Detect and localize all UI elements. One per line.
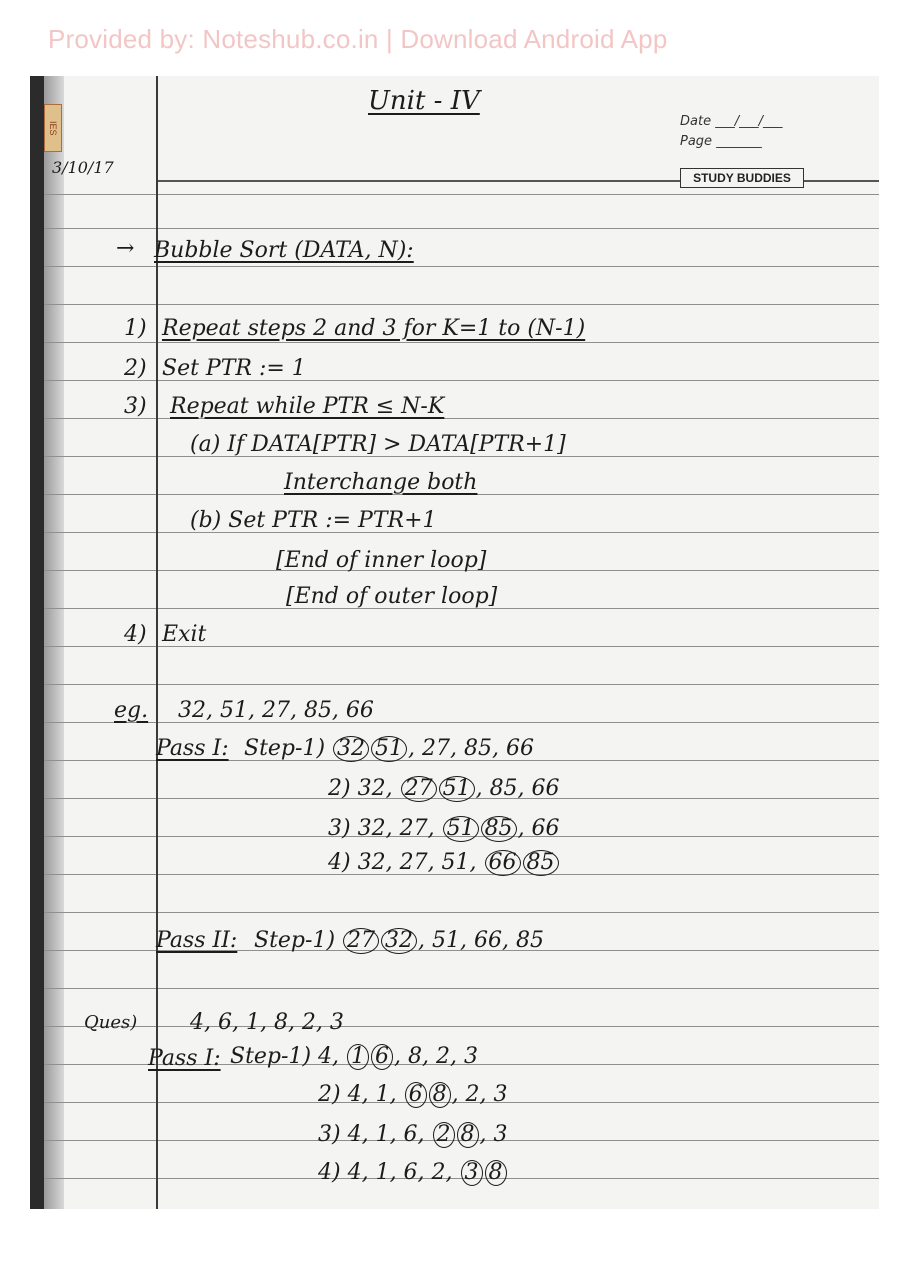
row-number: 3) [328, 816, 351, 841]
example-list: 32, 51, 27, 85, 66 [178, 698, 374, 723]
date-page-fields [680, 114, 782, 154]
circled-number: 51 [443, 816, 479, 842]
step-text: [End of inner loop] [276, 548, 487, 573]
row-rest: , 51, 66, 85 [418, 928, 544, 953]
step-text: Exit [162, 622, 207, 647]
pass-row [328, 816, 560, 842]
step-number: 3) [124, 394, 147, 419]
circled-number: 8 [429, 1082, 451, 1108]
pass-row [244, 736, 534, 762]
pass-label: Pass II: [156, 928, 238, 953]
date-field: Date ___/___/___ [680, 114, 783, 129]
circled-number: 6 [405, 1082, 427, 1108]
row-prefix: 4, 1, 6, [347, 1122, 432, 1147]
brand-stamp: STUDY BUDDIES [680, 168, 804, 188]
written-date: 3/10/17 [52, 158, 114, 177]
circled-number: 85 [523, 850, 559, 876]
step-number: 1) [124, 316, 147, 341]
row-rest: , 66 [517, 816, 560, 841]
step-label: Step-1) [254, 928, 336, 953]
step-label: Step-1) [230, 1044, 312, 1069]
pass-label: Pass I: [148, 1046, 221, 1071]
step-text: [End of outer loop] [286, 584, 498, 609]
step-text: Interchange both [284, 470, 478, 495]
row-prefix: 4, 1, 6, 2, [347, 1160, 460, 1185]
question-label: Ques) [84, 1012, 138, 1033]
circled-number: 32 [333, 736, 369, 762]
circled-number: 6 [371, 1044, 393, 1070]
circled-number: 2 [433, 1122, 455, 1148]
tab-label: IES [44, 104, 62, 152]
notebook-page [44, 76, 879, 1209]
question-list: 4, 6, 1, 8, 2, 3 [190, 1010, 344, 1035]
row-rest: , 8, 2, 3 [394, 1044, 478, 1069]
page-title: Unit - IV [368, 86, 480, 116]
circled-number: 27 [401, 776, 437, 802]
row-number: 2) [328, 776, 351, 801]
step-number: 4) [124, 622, 147, 647]
step-text: Repeat while PTR ≤ N-K [170, 394, 445, 419]
notebook-spine [44, 76, 64, 1209]
algorithm-heading: Bubble Sort (DATA, N): [154, 238, 414, 263]
page-field: Page _______ [680, 134, 762, 149]
row-rest: , 85, 66 [475, 776, 560, 801]
watermark-text: Provided by: Noteshub.co.in | Download Android App [48, 24, 668, 54]
step-label: Step-1) [244, 736, 326, 761]
step-text: Repeat steps 2 and 3 for K=1 to (N-1) [162, 316, 586, 341]
row-rest: , 2, 3 [451, 1082, 508, 1107]
circled-number: 32 [381, 928, 417, 954]
step-text: (a) If DATA[PTR] > DATA[PTR+1] [190, 432, 566, 457]
circled-number: 66 [485, 850, 521, 876]
row-number: 4) [318, 1160, 341, 1185]
pass-row [318, 1160, 508, 1186]
pass-row [254, 928, 544, 954]
circled-number: 51 [371, 736, 407, 762]
row-rest: , 3 [479, 1122, 508, 1147]
pass-label: Pass I: [156, 736, 229, 761]
row-prefix: 32, 27, [357, 816, 442, 841]
row-prefix: 32, [357, 776, 400, 801]
circled-number: 51 [439, 776, 475, 802]
pass-row [318, 1082, 508, 1108]
pass-row [328, 776, 560, 802]
notebook-photo [30, 76, 879, 1209]
step-text: Set PTR := 1 [162, 356, 306, 381]
heading-arrow: → [116, 236, 135, 261]
circled-number: 8 [457, 1122, 479, 1148]
pass-row [328, 850, 560, 876]
pass-row [318, 1122, 508, 1148]
circled-number: 85 [481, 816, 517, 842]
row-prefix: 32, 27, 51, [357, 850, 484, 875]
row-prefix: 4, 1, [347, 1082, 404, 1107]
step-number: 2) [124, 356, 147, 381]
example-label: eg. [114, 698, 149, 723]
row-number: 4) [328, 850, 351, 875]
step-text: (b) Set PTR := PTR+1 [190, 508, 437, 533]
pass-row [230, 1044, 478, 1070]
row-number: 3) [318, 1122, 341, 1147]
circled-number: 8 [485, 1160, 507, 1186]
circled-number: 1 [347, 1044, 369, 1070]
row-number: 2) [318, 1082, 341, 1107]
row-prefix: 4, [318, 1044, 347, 1069]
row-rest: , 27, 85, 66 [408, 736, 534, 761]
circled-number: 27 [343, 928, 379, 954]
circled-number: 3 [461, 1160, 483, 1186]
